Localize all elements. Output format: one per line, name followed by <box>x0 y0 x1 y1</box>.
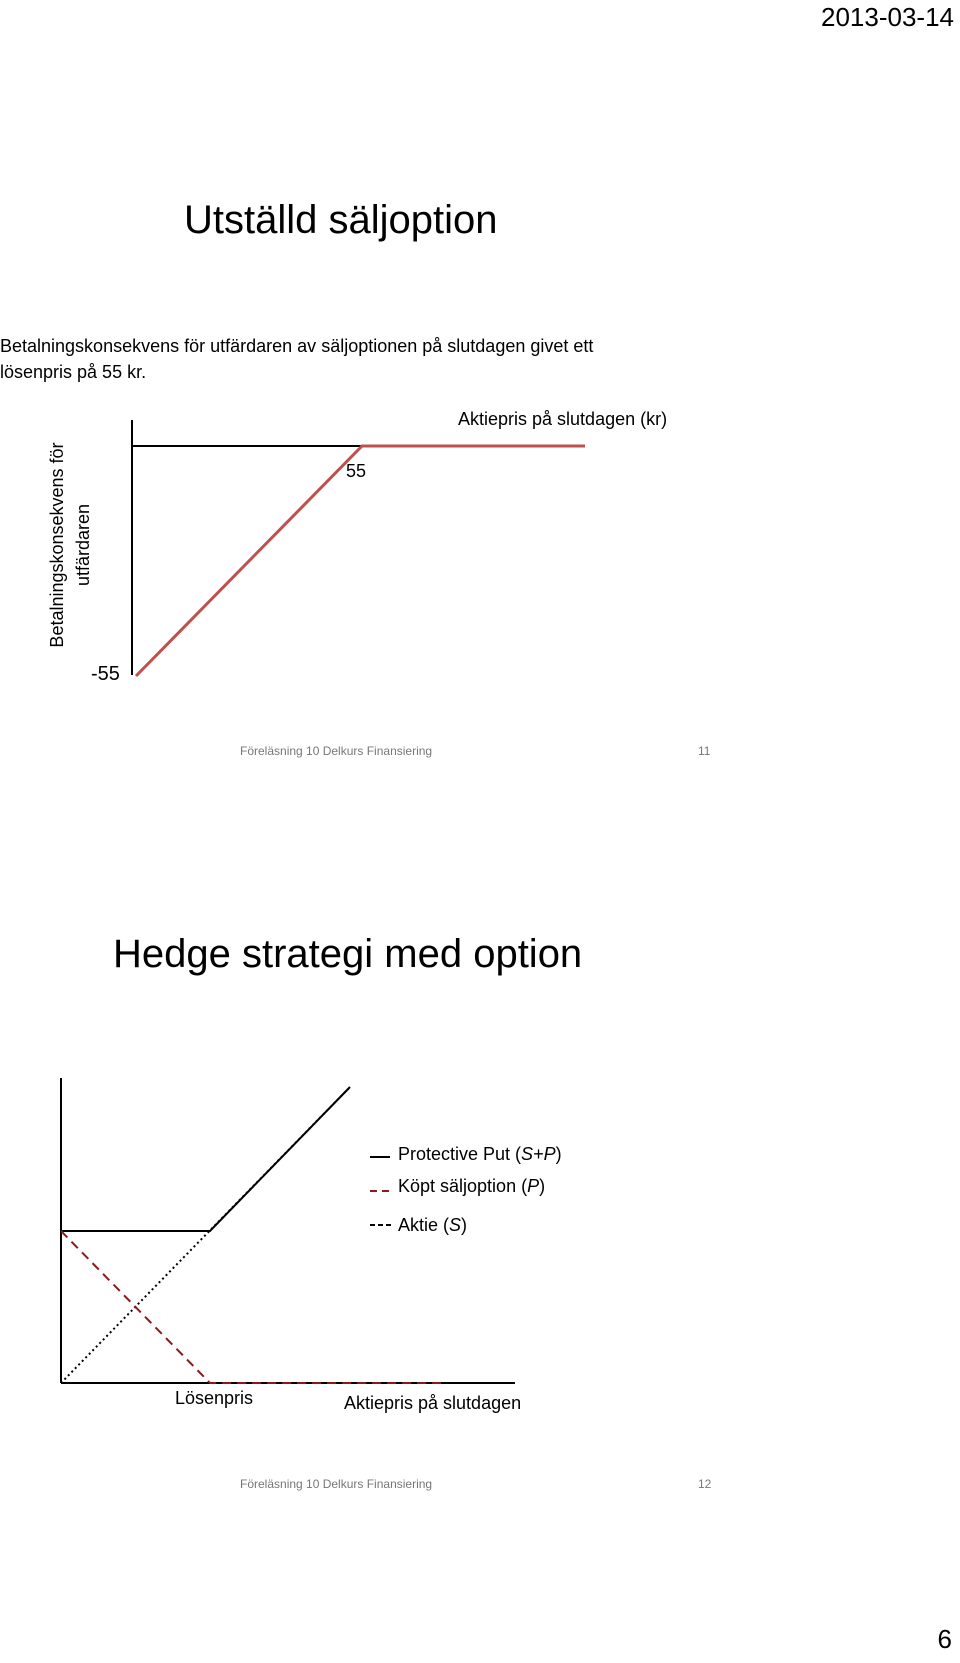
protective-put-payoff-line <box>61 1087 350 1231</box>
legend-item-protective-put: Protective Put (S+P) <box>398 1144 562 1164</box>
slide-11-number: 11 <box>698 744 711 758</box>
slide-11-x-axis-label: Aktiepris på slutdagen (kr) <box>458 409 668 429</box>
description-line-1: Betalningskonsekvens för utfärdaren av säljoptionen på slutdagen givet ett <box>0 336 594 356</box>
y-label-line-1: Betalningskonsekvens för <box>47 442 67 648</box>
description-line-2: lösenpris på 55 kr. <box>0 362 147 382</box>
slide-12-footer: Föreläsning 10 Delkurs Finansiering <box>240 1477 433 1491</box>
written-put-payoff-line <box>136 446 585 676</box>
legend-item-bought-put: Köpt säljoption (P) <box>398 1176 546 1196</box>
slide-12-number: 12 <box>698 1477 712 1491</box>
legend-item-stock: Aktie (S) <box>398 1215 468 1235</box>
slide-11-footer: Föreläsning 10 Delkurs Finansiering <box>240 744 433 758</box>
slide-11-title: Utställd säljoption <box>184 198 498 242</box>
page-number: 6 <box>937 1624 952 1654</box>
put-payoff-line <box>61 1231 445 1383</box>
strike-axis-label: Lösenpris <box>175 1388 254 1408</box>
min-payoff-label: -55 <box>91 663 120 685</box>
slide-12-x-axis-label: Aktiepris på slutdagen <box>344 1393 522 1413</box>
document-date: 2013-03-14 <box>821 2 954 32</box>
slide-12-title: Hedge strategi med option <box>113 932 583 976</box>
y-label-line-2: utfärdaren <box>73 503 93 587</box>
strike-price-label: 55 <box>346 461 367 481</box>
